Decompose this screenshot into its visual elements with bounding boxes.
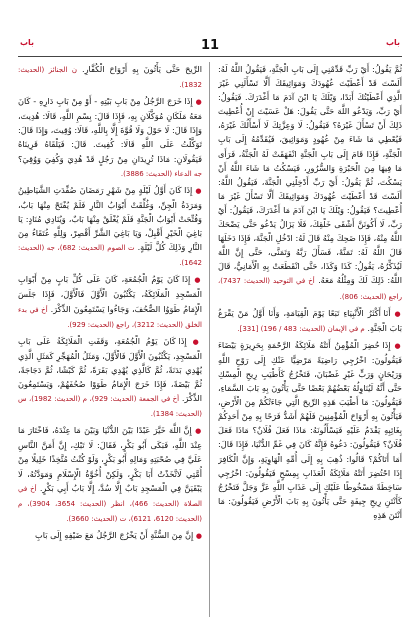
- hadith-text: الرِّيحَ حَتَّى يَأْتُونَ بِهِ أَرْوَاحَ الْكُفَّارِ.: [81, 64, 202, 74]
- hadith-entry: [18, 528, 202, 543]
- hadith-reference: أخ في بدء الخلق (الحديث: 3212)، راجع (الحديث: 929).: [18, 305, 202, 329]
- right-column: [218, 62, 402, 617]
- page-number: 11: [200, 38, 220, 53]
- bullet-icon: ●: [394, 341, 402, 350]
- bullet-icon: ●: [192, 337, 202, 346]
- hadith-text: إِذَا حُضِرَ الْمُؤْمِنُ أَتَتْهُ مَلَائِكَةُ الرَّحْمَةِ بِحَرِيرَةٍ بَيْضَاءَ فَيَقُولُونَ: اخْرُجِي رَاضِيَةً مَرْضِيًّا عَنْكِ إِلَى رَوْحِ اللَّهِ وَرَيْحَانٍ وَرَبٍّ غَيْرِ غَضْبَانَ، فَتَخْرُجُ كَأَطْيَبِ رِيحِ الْمِسْكِ حَتَّى أَنَّهُ لَيُنَاوِلُهُ بَعْضُهُمْ بَعْضًا حَتَّى يَأْتُونَ بِهِ بَابَ السَّمَاءِ، فَيَقُولُونَ: مَا أَطْيَبَ هَذِهِ الرِّيحَ الَّتِي جَاءَتْكُمْ مِنَ الْأَرْضِ، فَيَأْتُونَ بِهِ أَرْوَاحَ الْمُؤْمِنِينَ فَلَهُمْ أَشَدُّ فَرَحًا بِهِ مِنْ أَحَدِكُمْ بِغَائِبِهِ يَقْدَمُ عَلَيْهِ فَيَسْأَلُونَهُ: مَاذَا فَعَلَ فُلَانٌ؟ مَاذَا فَعَلَ فُلَانٌ؟ فَيَقُولُونَ: دَعُوهُ فَإِنَّهُ كَانَ فِي غَمِّ الدُّنْيَا، فَإِذَا قَالَ: أَمَا أَتَاكُمْ؟ قَالُوا: ذُهِبَ بِهِ إِلَى أُمِّهِ الْهَاوِيَةِ، وَإِنَّ الْكَافِرَ إِذَا احْتُضِرَ أَتَتْهُ مَلَائِكَةُ الْعَذَابِ بِمِسْحٍ فَيَقُولُونَ: اخْرُجِي سَاخِطَةً مَسْخُوطًا عَلَيْكِ إِلَى عَذَابِ اللَّهِ عَزَّ وَجَلَّ فَتَخْرُجُ كَأَنْتَنِ رِيحِ جِيفَةٍ حَتَّى يَأْتُونَ بِهِ بَابَ الْأَرْضِ فَيَقُولُونَ: مَا أَنْتَنَ هَذِهِ: [218, 339, 402, 520]
- hadith-reference: ن الجنائز (الحديث: 1832).: [18, 66, 202, 90]
- hadith-entry: [218, 338, 402, 523]
- page-header: [0, 0, 420, 53]
- column-divider: [209, 62, 210, 617]
- hadith-entry: [18, 423, 202, 526]
- header-right-label: باب: [385, 38, 400, 47]
- bullet-icon: ●: [195, 98, 202, 107]
- hadith-entry: [18, 272, 202, 331]
- hadith-entry: [18, 62, 202, 92]
- header-left-label: باب: [20, 38, 35, 47]
- hadith-entry: [18, 94, 202, 181]
- hadith-entry: [218, 62, 402, 304]
- hadith-reference: جه الدعاء (الحديث: 3886).: [120, 169, 202, 178]
- hadith-entry: [218, 306, 402, 336]
- hadith-text: إِذَا كَانَ أَوَّلُ لَيْلَةٍ مِنْ شَهْرِ رَمَضَانَ صُفِّدَتِ الشَّيَاطِينُ وَمَرَدَةُ الْجِنِّ، وَغُلِّقَتْ أَبْوَابُ النَّارِ فَلَمْ يُفْتَحْ مِنْهَا بَابٌ، وَفُتِّحَتْ أَبْوَابُ الْجَنَّةِ فَلَمْ يُغْلَقْ مِنْهَا بَابٌ، وَيُنَادِي مُنَادٍ: يَا بَاغِيَ الْخَيْرِ أَقْبِلْ، وَيَا بَاغِيَ الشَّرِّ أَقْصِرْ، وَلِلَّهِ عُتَقَاءُ مِنَ النَّارِ وَذَلِكَ كُلَّ لَيْلَةٍ.: [18, 184, 202, 253]
- hadith-reference: أخ في التوحيد (الحديث: 7437)، راجع (الحديث: 806).: [218, 277, 402, 301]
- hadith-reference: أخ في الصلاة (الحديث: 466)، انظر (الحديث: 3654، 3904)، م (الحديث: 6120، 6121)، ت (الحديث: 3660).: [18, 484, 202, 523]
- hadith-text: إِذَا كَانَ يَوْمُ الْجُمُعَةِ، كَانَ عَلَى كُلِّ بَابٍ مِنْ أَبْوَابِ الْمَسْجِدِ الْمَلَائِكَةُ، يَكْتُبُونَ الْأَوَّلَ فَالْأَوَّلَ، فَإِذَا جَلَسَ الْإِمَامُ طَوَوُا الصُّحُفَ، وَجَاءُوا يَسْتَمِعُونَ الذِّكْرَ.: [18, 274, 202, 314]
- hadith-entry: [18, 334, 202, 422]
- bullet-icon: ●: [195, 531, 202, 540]
- bullet-icon: ●: [195, 186, 202, 195]
- bullet-icon: ●: [195, 427, 202, 436]
- hadith-text: أَنَا أَكْثَرُ الْأَنْبِيَاءِ تَبَعًا يَوْمَ الْقِيَامَةِ، وَأَنَا أَوَّلُ مَنْ يَقْرَعُ بَابَ الْجَنَّةِ.: [218, 307, 402, 333]
- header-rule: [18, 56, 402, 57]
- hadith-reference: م في الإيمان (الحديث: 483 / 196) [331].: [237, 324, 365, 333]
- hadith-text: إِنَّ مِنَ السُّنَّةِ أَنْ يَخْرُجَ الرَّجُلُ مَعَ ضَيْفِهِ إِلَى بَابِ: [35, 529, 194, 540]
- hadith-entry: [18, 183, 202, 271]
- hadith-reference: أخ في الجمعة (الحديث: 929)، م (الحديث: 1982)، س (الحديث: 1384).: [18, 395, 202, 419]
- hadith-text: إِنَّ اللَّهَ خَيَّرَ عَبْدًا بَيْنَ الدُّنْيَا وَبَيْنَ مَا عِنْدَهُ، فَاخْتَارَ مَا عِنْدَ اللَّهِ، فَبَكَى أَبُو بَكْرٍ، فَقَالَ: لَا تَبْكِ، إِنَّ أَمَنَّ النَّاسِ عَلَيَّ فِي صُحْبَتِهِ وَمَالِهِ أَبُو بَكْرٍ، وَلَوْ كُنْتُ مُتَّخِذًا خَلِيلًا مِنْ أُمَّتِي لَاتَّخَذْتُ أَبَا بَكْرٍ، وَلَكِنْ أُخُوَّةُ الْإِسْلَامِ وَمَوَدَّتُهُ، لَا يَبْقَيَنَّ فِي الْمَسْجِدِ بَابٌ إِلَّا سُدَّ، إِلَّا بَابُ أَبِي بَكْرٍ.: [18, 425, 202, 493]
- left-column: [18, 62, 202, 617]
- hadith-reference: ت الصوم (الحديث: 682)، جه (الحديث: 1642).: [18, 244, 202, 268]
- bullet-icon: ●: [394, 309, 402, 318]
- bullet-icon: ●: [194, 276, 202, 285]
- hadith-text: ثُمَّ يَقُولُ: أَيْ رَبِّ قَدِّمْنِي إِلَى بَابِ الْجَنَّةِ، فَيَقُولُ اللَّهُ لَهُ: أَلَسْتَ قَدْ أَعْطَيْتَ عُهُودَكَ وَمَوَاثِيقَكَ أَلَّا تَسْأَلَنِي غَيْرَ الَّذِي أَعْطَيْتُكَ أَبَدًا، وَيْلَكَ يَا ابْنَ آدَمَ مَا أَغْدَرَكَ. فَيَقُولُ: أَيْ رَبِّ، وَيَدْعُو اللَّهَ حَتَّى يَقُولَ: هَلْ عَسَيْتَ إِنْ أُعْطِيتَ ذَلِكَ أَنْ تَسْأَلَ غَيْرَهُ؟ فَيَقُولُ: لَا وَعِزَّتِكَ لَا أَسْأَلُكَ غَيْرَهُ، فَيُعْطِي مَا شَاءَ مِنْ عُهُودٍ وَمَوَاثِيقَ، فَيُقَدِّمُهُ إِلَى بَابِ الْجَنَّةِ، فَإِذَا قَامَ إِلَى بَابِ الْجَنَّةِ انْفَهَقَتْ لَهُ الْجَنَّةُ، فَرَأَى مَا فِيهَا مِنَ الْحَبْرَةِ وَالسُّرُورِ، فَيَسْكُتُ مَا شَاءَ اللَّهُ أَنْ يَسْكُتَ، ثُمَّ يَقُولُ: أَيْ رَبِّ أَدْخِلْنِي الْجَنَّةَ، فَيَقُولُ اللَّهُ: أَلَسْتَ قَدْ أَعْطَيْتَ عُهُودَكَ وَمَوَاثِيقَكَ أَلَّا تَسْأَلَ غَيْرَ مَا أُعْطِيتَ؟ فَيَقُولُ: وَيْلَكَ يَا ابْنَ آدَمَ مَا أَغْدَرَكَ، فَيَقُولُ: أَيْ رَبِّ، لَا أَكُونَنَّ أَشْقَى خَلْقِكَ، فَلَا يَزَالُ يَدْعُو حَتَّى يَضْحَكَ اللَّهُ مِنْهُ، فَإِذَا ضَحِكَ مِنْهُ قَالَ لَهُ: ادْخُلِ الْجَنَّةَ، فَإِذَا دَخَلَهَا قَالَ اللَّهُ لَهُ: تَمَنَّهْ، فَسَأَلَ رَبَّهُ وَتَمَنَّى، حَتَّى إِنَّ اللَّهَ لَيُذَكِّرُهُ، يَقُولُ: كَذَا وَكَذَا، حَتَّى انْقَطَعَتْ بِهِ الْأَمَانِيُّ، قَالَ اللَّهُ: ذَلِكَ لَكَ وَمِثْلُهُ مَعَهُ.: [218, 64, 402, 286]
- hadith-text: إِذَا كَانَ يَوْمُ الْجُمُعَةِ، وَقَفَتِ الْمَلَائِكَةُ عَلَى بَابِ الْمَسْجِدِ، يَكْتُبُونَ الْأَوَّلَ فَالْأَوَّلَ، وَمَثَلُ الْمُهَجِّرِ كَمَثَلِ الَّذِي يُهْدِي بَدَنَةً، ثُمَّ كَالَّذِي يُهْدِي بَقَرَةً، ثُمَّ كَبْشًا، ثُمَّ دَجَاجَةً، ثُمَّ بَيْضَةً، فَإِذَا خَرَجَ الْإِمَامُ طَوَوْا صُحُفَهُمْ، وَيَسْتَمِعُونَ الذِّكْرَ.: [18, 335, 202, 404]
- hadith-text: إِذَا خَرَجَ الرَّجُلُ مِنْ بَابِ بَيْتِهِ - أَوْ مِنْ بَابِ دَارِهِ - كَانَ مَعَهُ مَلَكَانِ مُوَكَّلَانِ بِهِ، فَإِذَا قَالَ: بِسْمِ اللَّهِ، قَالَا: هُدِيتَ، وَإِذَا قَالَ: لَا حَوْلَ وَلَا قُوَّةَ إِلَّا بِاللَّهِ، قَالَا: وُقِيتَ، وَإِذَا قَالَ: تَوَكَّلْتُ عَلَى اللَّهِ قَالَا: كُفِيتَ. قَالَ: فَيَلْقَاهُ قَرِينَاهُ فَيَقُولَانِ: مَاذَا تُرِيدَانِ مِنْ رَجُلٍ قَدْ هُدِيَ وَكُفِيَ وَوُقِيَ؟: [18, 96, 202, 164]
